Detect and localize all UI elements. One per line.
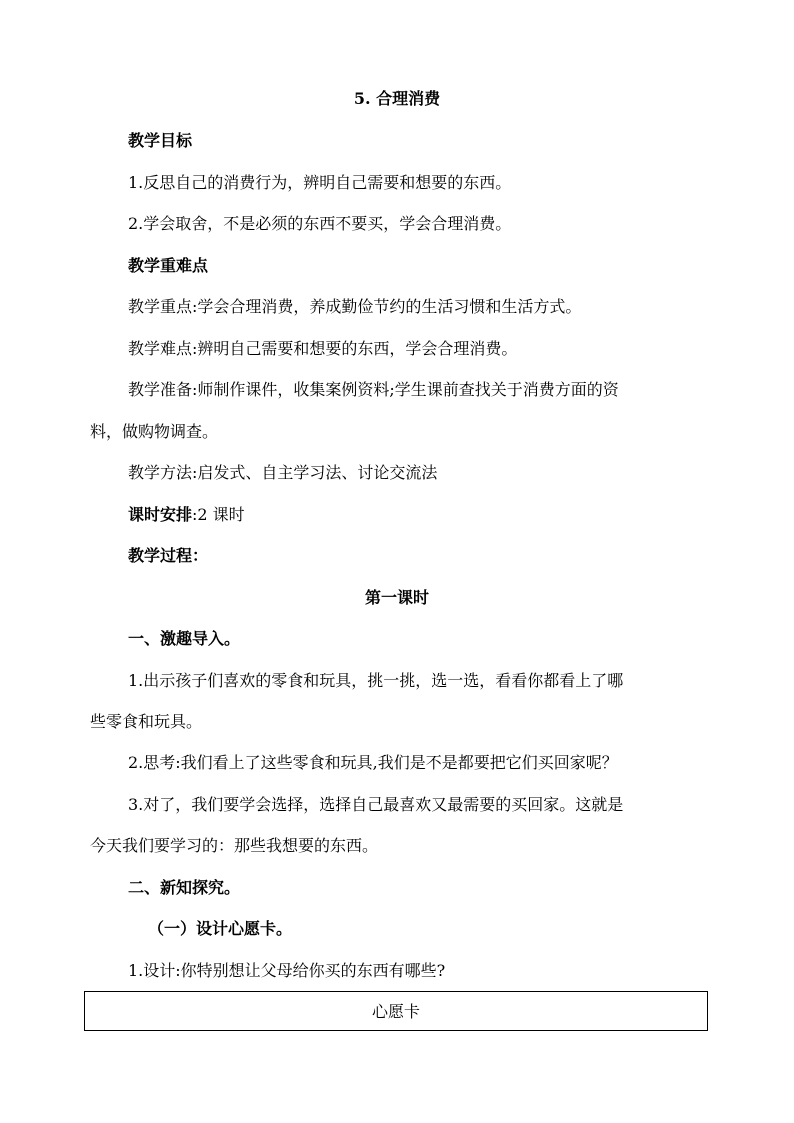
- document-title: 5. 合理消费: [353, 89, 441, 108]
- paragraph-3-line-2: 今天我们要学习的：那些我想要的东西。: [90, 836, 379, 855]
- teaching-method: 教学方法:启发式、自主学习法、讨论交流法: [128, 463, 438, 482]
- heading-sub-1: （一）设计心愿卡。: [148, 919, 293, 938]
- objective-2: 2.学会取舍，不是必须的东西不要买，学会合理消费。: [128, 214, 512, 233]
- schedule-label: 课时安排: [128, 505, 193, 524]
- wish-card-label: 心愿卡: [371, 1002, 420, 1021]
- schedule: [128, 504, 245, 526]
- preparation-line-1: 教学准备:师制作课件，收集案例资料;学生课前查找关于消费方面的资: [128, 380, 619, 399]
- key-point: 教学重点:学会合理消费，养成勤俭节约的生活习惯和生活方式。: [128, 297, 582, 316]
- paragraph-1-line-1: 1.出示孩子们喜欢的零食和玩具，挑一挑，选一选，看看你都看上了哪: [128, 671, 624, 690]
- heading-objectives: 教学目标: [128, 131, 193, 150]
- heading-process: 教学过程：: [128, 546, 209, 565]
- preparation-line-2: 料，做购物调查。: [90, 422, 219, 441]
- heading-key-points: 教学重难点: [128, 256, 209, 275]
- wish-card-table: [84, 991, 708, 1031]
- design-question: 1.设计:你特别想让父母给你买的东西有哪些?: [128, 961, 446, 980]
- objective-1: 1.反思自己的消费行为，辨明自己需要和想要的东西。: [128, 173, 512, 192]
- paragraph-1-line-2: 些零食和玩具。: [90, 712, 203, 731]
- heading-part-1: 一、激趣导入。: [128, 629, 241, 648]
- lesson-title: 第一课时: [364, 588, 429, 607]
- difficult-point: 教学难点:辨明自己需要和想要的东西，学会合理消费。: [128, 339, 518, 358]
- paragraph-3-line-1: 3.对了，我们要学会选择，选择自己最喜欢又最需要的买回家。这就是: [128, 795, 624, 814]
- paragraph-2: 2.思考:我们看上了这些零食和玩具,我们是不是都要把它们买回家呢？: [128, 753, 618, 772]
- schedule-value: :2 课时: [192, 505, 245, 524]
- heading-part-2: 二、新知探究。: [128, 878, 241, 897]
